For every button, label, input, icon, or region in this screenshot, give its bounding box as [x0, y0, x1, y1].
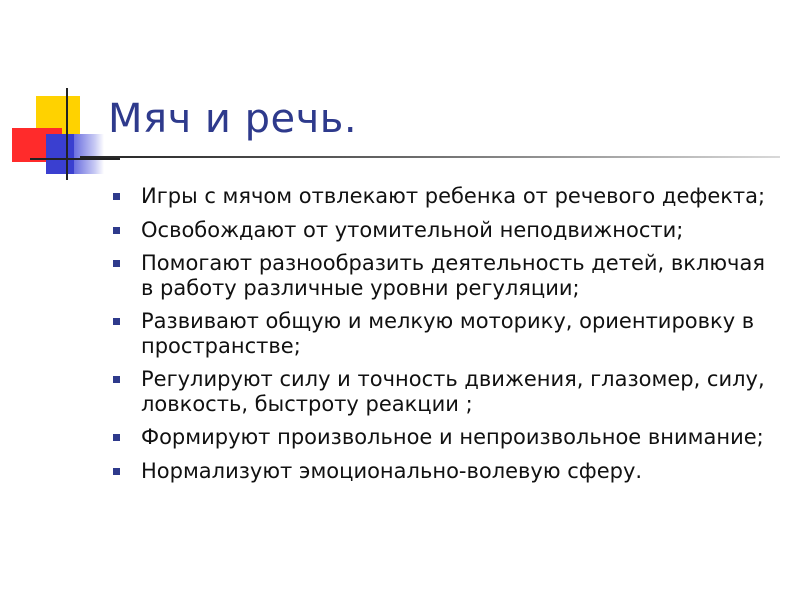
logo-horizontal-line	[30, 158, 120, 160]
bullet-item	[110, 459, 770, 484]
bullet-item	[110, 184, 770, 209]
title-divider	[80, 156, 780, 158]
bullet-item	[110, 309, 770, 358]
bullet-list	[110, 184, 770, 492]
bullet-text: Регулируют силу и точность движения, глазомер, силу, ловкость, быстроту реакции ;	[141, 367, 765, 416]
bullet-square-icon	[113, 468, 120, 475]
bullet-square-icon	[113, 193, 120, 200]
logo-vertical-line	[66, 88, 68, 180]
bullet-text: Развивают общую и мелкую моторику, ориентировку в пространстве;	[141, 309, 755, 358]
bullet-square-icon	[113, 318, 120, 325]
bullet-text: Нормализуют эмоционально-волевую сферу.	[141, 458, 643, 483]
slide-title: Мяч и речь.	[108, 96, 358, 142]
bullet-square-icon	[113, 434, 120, 441]
bullet-item	[110, 218, 770, 243]
bullet-text: Формируют произвольное и непроизвольное внимание;	[141, 425, 764, 449]
decorative-logo	[0, 0, 120, 200]
bullet-item	[110, 367, 770, 416]
bullet-text: Помогают разнообразить деятельность детей, включая в работу различные уровни регуляции;	[141, 251, 765, 300]
bullet-square-icon	[113, 376, 120, 383]
bullet-square-icon	[113, 227, 120, 234]
bullet-text: Освобождают от утомительной неподвижности;	[141, 217, 684, 242]
bullet-item	[110, 425, 770, 450]
bullet-text: Игры с мячом отвлекают ребенка от речевого дефекта;	[141, 184, 766, 208]
bullet-square-icon	[113, 260, 120, 267]
blue-fade-square	[74, 134, 104, 174]
bullet-item	[110, 251, 770, 300]
